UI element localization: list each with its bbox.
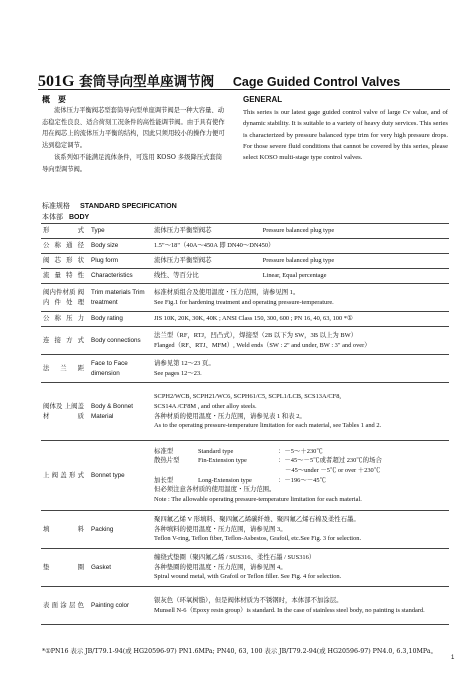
row-label-zh: 连接方式 [41, 327, 88, 355]
row-label-en: Face to Face dimension [88, 355, 151, 383]
bonnet-fin-temp-en: －45～under －5℃ or over ＋230℃ [285, 466, 381, 474]
row-value-line: See Fig.1 for hardening treatment and operating pressure-temperature. [154, 298, 334, 306]
row-label-zh: 形式 [41, 224, 88, 239]
overview-heading-zh: 概 要 [42, 94, 66, 104]
row-value-line: 法兰型（RF，RTJ，凹凸式），焊接型（2B 以下为 SW，3B 以上为 BW） [154, 331, 358, 339]
table-row [41, 269, 449, 284]
product-code: 501G [38, 73, 75, 90]
row-label-zh: 公称通径 [41, 239, 88, 254]
row-label-en: Body size [88, 239, 151, 254]
row-value-line: As to the operating pressure-temperature limitation for each material, see Tables 1 and 2. [154, 422, 382, 430]
bonnet-long-zh: 加长型 [154, 476, 174, 484]
spec-heading-zh: 标准规格 [42, 202, 70, 210]
row-value-line: Flanged（RF、RTJ、MFM）, Weld ends（SW : 2" and under, BW : 3" and over） [154, 341, 371, 349]
row-value [151, 327, 449, 355]
table-row [41, 383, 449, 441]
row-label-en: Painting color [88, 587, 151, 625]
overview-heading-en: GENERAL [243, 95, 283, 104]
row-label-zh: 法兰距 [41, 355, 88, 383]
table-row [41, 312, 449, 327]
row-value-line: 聚四氟乙烯 V 形填料、聚四氟乙烯碳纤维、聚四氟乙烯石棉及柔性石墨。 [154, 516, 360, 524]
title-rule [38, 89, 450, 90]
bonnet-long-line [154, 476, 446, 486]
bonnet-fin-en: Fin-Extension type [198, 457, 247, 465]
bonnet-standard-zh: 标准型 [154, 447, 174, 455]
row-label-zh: 阀芯形状 [41, 254, 88, 269]
row-value [151, 587, 449, 625]
row-value [151, 441, 449, 511]
row-label-zh: 表面涂层色 [41, 587, 88, 625]
row-value: 流体压力平衡型阀芯 Pressure balanced plug type [151, 254, 449, 269]
bonnet-fin-zh: 散热片型 [154, 457, 180, 465]
bonnet-long-temp: ：－196～－45℃ [278, 476, 326, 484]
body-heading-en: BODY [69, 214, 90, 221]
row-label-en: Body & Bonnet Material [88, 383, 151, 441]
bonnet-note-en: Note : The allowable operating pressure-temperature limitation for each material. [154, 495, 362, 503]
table-row [41, 254, 449, 269]
table-row [41, 224, 449, 239]
row-value-line: 各种填料的使用温度・压力范围，请参见图 3。 [154, 525, 287, 533]
body-heading [42, 212, 89, 222]
row-label-en: Packing [88, 511, 151, 549]
row-value: 流体压力平衡型阀芯 Pressure balanced plug type [151, 224, 449, 239]
row-label-zh: 流量特性 [41, 269, 88, 284]
row-value-line: Munsell N-6（Epoxy resin group）is standard. In the case of stainless steel body, no painting is standard. [154, 606, 425, 614]
table-row [41, 239, 449, 254]
title-en: Cage Guided Control Valves [232, 75, 401, 89]
row-value-line: 银灰色（环氧树脂），但是阀体材质为不锈钢时，本体部不加涂层。 [154, 596, 343, 604]
row-label-en: Body connections [88, 327, 151, 355]
spec-heading [42, 201, 177, 211]
body-heading-zh: 本体部 [42, 213, 63, 221]
footnote: *①PN16 表示 JB/T79.1-94(或 HG20596-97) PN1.6MPa; PN40, 63, 100 表示 JB/T79.2-94(或 HG20596-97) PN4.0, 6.3,10MPa。 [42, 648, 437, 655]
row-label-en: Bonnet type [88, 441, 151, 511]
table-row [41, 549, 449, 587]
row-value [151, 549, 449, 587]
table-row [41, 284, 449, 312]
row-value-line: 标准材质组合及使用温度・压力范围，请参见图 1。 [154, 288, 300, 296]
row-label-zh: 上阀盖形式 [41, 441, 88, 511]
row-value-line: 各种材质的使用温度・压力范围，请参见表 1 和表 2。 [154, 412, 306, 420]
row-value [151, 284, 449, 312]
row-value-line: See pages 12～23. [154, 369, 202, 377]
spec-heading-en: STANDARD SPECIFICATION [80, 201, 177, 210]
overview-paragraph-en: This series is our latest gage guided control valve of large Cv value, and of dynamic stability. It is suitable to a variety of heavy duty services. This series is characterized by pressure balanced type trim for very high pressure drops. For those severe fluid conditions that cannot be covered by this series, please select KOSO multi-stage type control valves. [243, 109, 448, 162]
bonnet-standard-en: Standard type [198, 447, 234, 455]
overview-zh [42, 105, 227, 175]
table-row [41, 441, 449, 511]
row-label-zh: 填料 [41, 511, 88, 549]
title-zh: 套筒导向型单座调节阀 [79, 74, 215, 90]
bonnet-fin-line [154, 456, 446, 466]
table-row [41, 587, 449, 625]
row-value: JIS 10K, 20K, 30K, 40K ; ANSI Class 150, 300, 600 ; PN 16, 40, 63, 100 *① [151, 312, 449, 327]
row-value-line: Teflon V-ring, Teflon fiber, Teflon-Asbestos, Grafoil, etc.See Fig. 3 for selection. [154, 535, 362, 543]
table-row [41, 355, 449, 383]
bonnet-standard-temp: ：－5～＋230℃ [278, 447, 323, 455]
overview-paragraph-zh-2: 该系列如不能满足流体条件，可选用 KOSO 多级降压式套筒导向型调节阀。 [42, 154, 223, 173]
page-title [38, 70, 400, 91]
row-value: 1.5"～18"（40A～450A 即 DN40～DN450） [151, 239, 449, 254]
row-value [151, 511, 449, 549]
overview-paragraph-zh-1: 流体压力平衡阀芯型套筒导向型单座调节阀是一种大容量、动态稳定性良良、适合荷刻工况条件的高性能调节阀。由于具有使作用在阀芯上的流体压力平衡的结构，因此只须用较小的操作力便可达到稳定调节。 [42, 107, 225, 149]
spec-table [41, 223, 449, 625]
row-label-zh: 公称压力 [41, 312, 88, 327]
row-label-en: Body rating [88, 312, 151, 327]
bonnet-fin-temp: ：－45～－5℃或者超过 230℃的场合 [278, 457, 382, 465]
row-value-line: 缠绕式垫圈（聚四氟乙烯 / SUS316、柔性石墨 / SUS316） [154, 554, 316, 562]
row-value-line: Spiral wound metal, with Grafoil or Teflon filler. See Fig. 4 for selection. [154, 573, 342, 581]
row-value-line: 请参见第 12～23 页。 [154, 359, 215, 367]
row-label-en: Trim materials Trim treatment [88, 284, 151, 312]
row-label-en: Type [88, 224, 151, 239]
bonnet-long-en: Long-Extension type [198, 476, 252, 484]
row-label-zh: 阀内件材质 阀内件处理 [41, 284, 88, 312]
row-value [151, 383, 449, 441]
row-value-line: SCPH2/WCB, SCPH21/WC6, SCPH61/C5, SCPL1/LCB, SCS13A/CF8, [154, 393, 341, 401]
table-row [41, 327, 449, 355]
row-value: 线性、等百分比 Linear, Equal percentage [151, 269, 449, 284]
row-value [151, 355, 449, 383]
row-value-line: 各种垫圈的使用温度・压力范围，请参见图 4。 [154, 563, 287, 571]
row-label-en: Characteristics [88, 269, 151, 284]
row-label-zh: 阀体及 上阀盖材质 [41, 383, 88, 441]
page-number: 1 [451, 655, 455, 661]
row-label-zh: 垫圈 [41, 549, 88, 587]
bonnet-standard-line [154, 447, 446, 457]
bonnet-note-zh: 但必须注意各材质的使用温度・压力范围。 [154, 486, 276, 494]
table-row [41, 511, 449, 549]
row-label-en: Gasket [88, 549, 151, 587]
row-label-en: Plug form [88, 254, 151, 269]
row-value-line: SCS14A /CF8M , and other alloy steels. [154, 402, 257, 410]
